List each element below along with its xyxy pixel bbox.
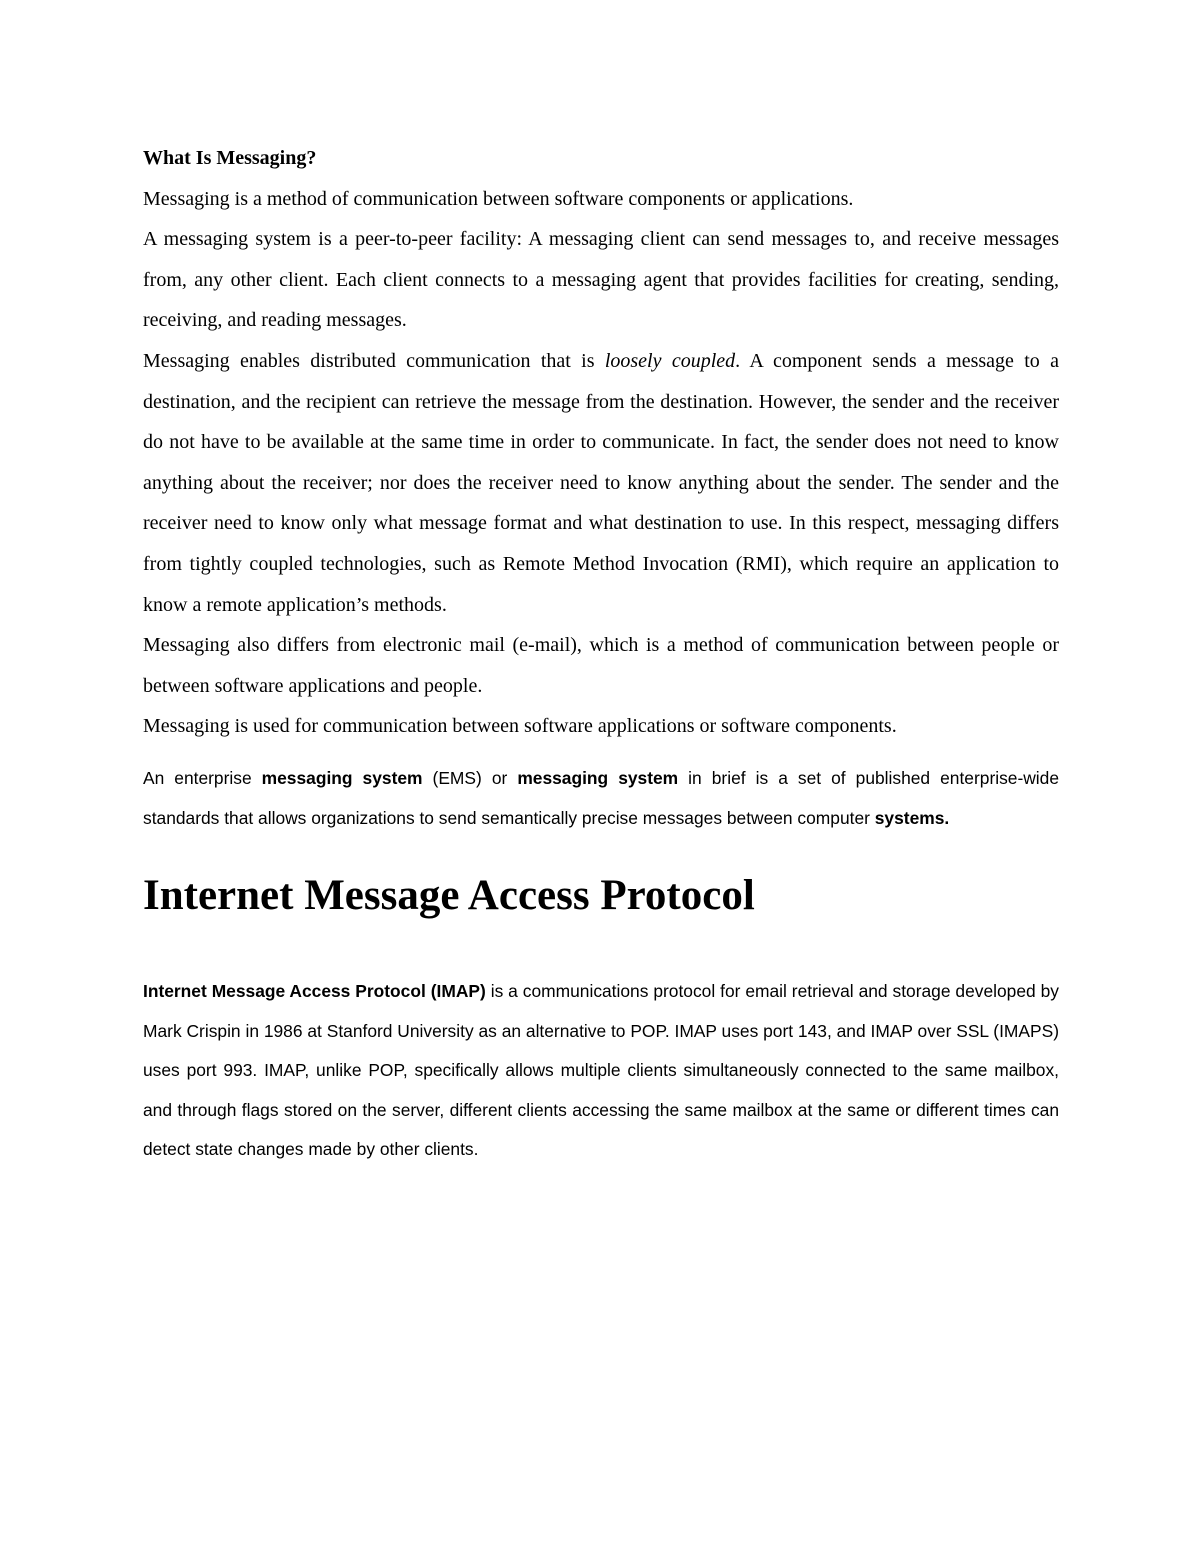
text-run: in brief is a set of published enterprise-wide standards that allows organizations to send semantically precise messages between computer (143, 767, 1060, 828)
section-heading: What Is Messaging? (143, 147, 317, 169)
text-run: Messaging enables distributed communication that is (143, 349, 605, 372)
text-run: An enterprise (143, 767, 262, 788)
ems-section (143, 759, 1059, 838)
text-run: (EMS) or (422, 767, 518, 788)
paragraph-ems (143, 759, 1059, 838)
bold-term: systems. (874, 807, 950, 828)
paragraph-usage: Messaging is used for communication between software applications or software components. (143, 715, 897, 738)
paragraph-email-difference: Messaging also differs from electronic mail (e-mail), which is a method of communication between people or between software applications and people. (143, 634, 1059, 697)
paragraph-imap (143, 972, 1059, 1170)
bold-term: messaging system (517, 767, 679, 788)
paragraph-definition: Messaging is a method of communication between software components or applications. (143, 187, 854, 210)
imap-section (143, 972, 1059, 1170)
italic-term: loosely coupled (604, 349, 736, 372)
imap-title: Internet Message Access Protocol (143, 872, 755, 920)
bold-term: Internet Message Access Protocol (IMAP) (143, 981, 486, 1002)
bold-term: messaging system (261, 767, 423, 788)
text-run: is a communications protocol for email retrieval and storage developed by Mark Crispin in 1986 at Stanford University as an alternative to POP. IMAP uses port 143, and IMAP over SSL (IMAPS) uses port 993. IMAP, unlike POP, specifically allows multiple clients simultaneously connected to the same mailbox, and through flags stored on the server, different clients accessing the same mailbox at the same or different times can detect state changes made by other clients. (143, 981, 1059, 1160)
paragraph-loosely-coupled (143, 341, 1059, 625)
document-page (143, 138, 1059, 1170)
paragraph-peer-to-peer: A messaging system is a peer-to-peer facility: A messaging client can send messages to, and receive messages from, any other client. Each client connects to a messaging agent that provides facilities for creating, sending, receiving, and reading messages. (143, 228, 1059, 332)
messaging-section (143, 138, 1059, 747)
text-run: . A component sends a message to a destination, and the recipient can retrieve the message from the destination. However, the sender and the receiver do not have to be available at the same time in order to communicate. In fact, the sender does not need to know anything about the receiver; nor does the receiver need to know anything about the sender. The sender and the receiver need to know only what message format and what destination to use. In this respect, messaging differs from tightly coupled technologies, such as Remote Method Invocation (RMI), which require an application to know a remote application’s methods. (143, 349, 1059, 616)
